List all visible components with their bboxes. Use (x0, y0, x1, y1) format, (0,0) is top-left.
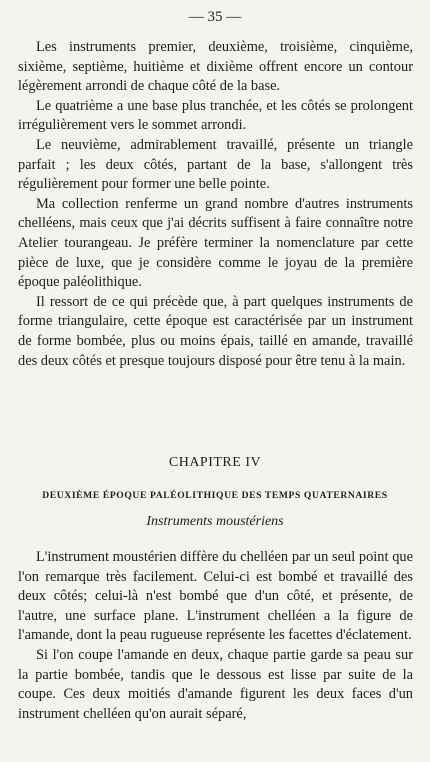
paragraph: Le neuvième, admirablement travaillé, présente un triangle parfait ; les deux côtés, partant de la base, s'allongent très régulièrement pour former une belle pointe. (18, 136, 413, 193)
paragraph: Ma collection renferme un grand nombre d'autres instruments chelléens, mais ceux que j'ai décrits suffisent à faire connaître notre Atelier tourangeau. Je préfère terminer la nomenclature par cette pièce de luxe, que je considère comme le joyau de la première époque paléolithique. (18, 195, 413, 291)
paragraph: Il ressort de ce qui précède que, à part quelques instruments de forme triangulaire, cette époque est caractérisée par un instrument de forme bombée, plus ou moins épais, taillé en amande, travaillé des deux côtés et presque toujours disposé pour être tenu à la main. (18, 293, 413, 369)
text-block-upper (18, 38, 413, 371)
paragraph: Le quatrième a une base plus tranchée, et les côtés se prolongent irrégulièrement vers le sommet arrondi. (18, 97, 413, 134)
page-number: — 35 — (188, 9, 242, 25)
paragraph: Si l'on coupe l'amande en deux, chaque partie garde sa peau sur la partie bombée, tandis que le dessous est lisse par suite de la coupe. Ces deux moitiés d'amande figurent les deux faces d'un instrument chelléen qu'on aurait séparé, (18, 646, 413, 722)
text-block-lower (18, 548, 413, 724)
paragraph: L'instrument moustérien diffère du chelléen par un seul point que l'on remarque très facilement. Celui-ci est bombé et travaillé des deux côtés; celui-là n'est bombé que d'un côté, et présente, de l'autre, une surface plane. L'instrument chelléen a la figure de l'amande, dont la peau rugueuse représente les facettes d'éclatement. (18, 549, 413, 644)
section-heading: Instruments moustériens (146, 514, 284, 529)
chapter-title: CHAPITRE IV (168, 455, 262, 470)
paragraph: Les instruments premier, deuxième, troisième, cinquième, sixième, septième, huitième et dixième offrent encore un contour légèrement arrondi de chaque côté de la base. (18, 39, 413, 95)
chapter-subtitle: DEUXIÈME ÉPOQUE PALÉOLITHIQUE DES TEMPS QUATERNAIRES (42, 490, 388, 501)
